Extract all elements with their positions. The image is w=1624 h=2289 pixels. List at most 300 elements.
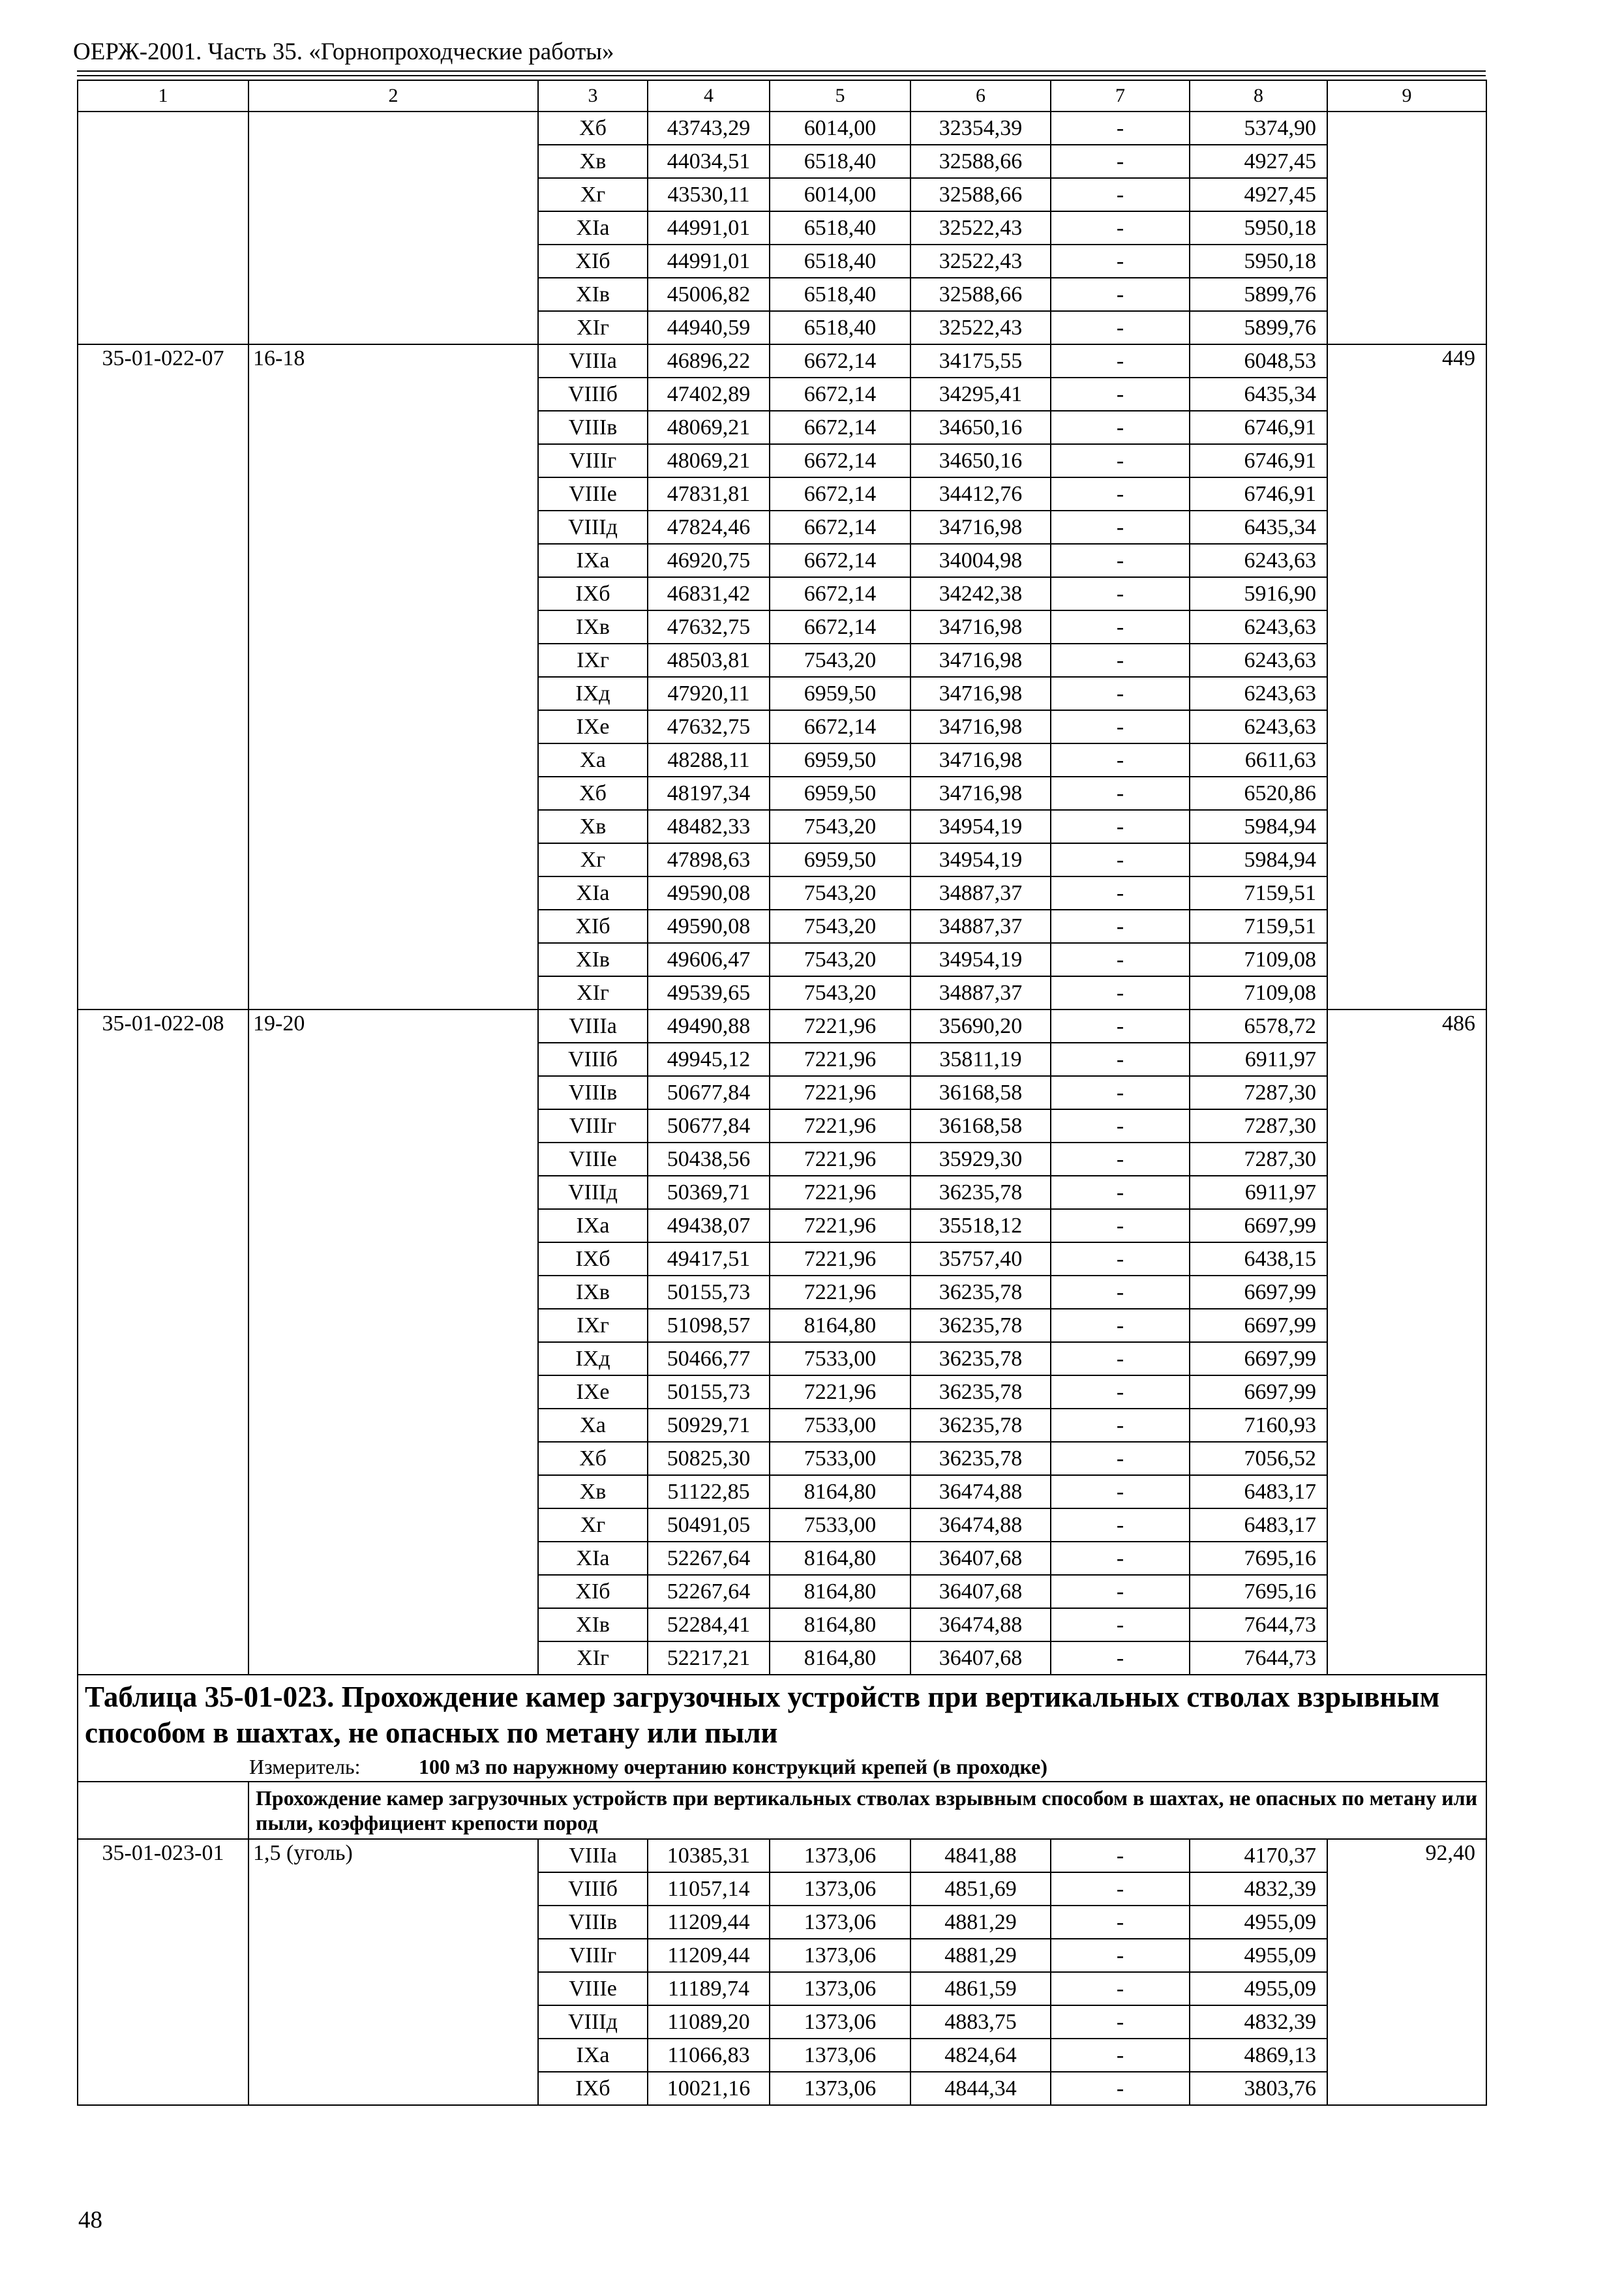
category-cell: XIг (538, 311, 648, 344)
machinist-cost-cell: - (1051, 1508, 1190, 1542)
labor-cost-cell: 8164,80 (770, 1608, 910, 1641)
category-cell: XIв (538, 943, 648, 976)
total-cost-cell: 50369,71 (648, 1176, 770, 1209)
material-cost-cell: 7160,93 (1190, 1409, 1327, 1442)
machine-cost-cell: 34954,19 (910, 810, 1051, 843)
machine-cost-cell: 34650,16 (910, 411, 1051, 444)
category-cell: IXг (538, 644, 648, 677)
labor-cost-cell: 1373,06 (770, 1972, 910, 2005)
category-cell: VIIIг (538, 1939, 648, 1972)
rate-code-cell (78, 112, 248, 344)
machine-cost-cell: 34650,16 (910, 444, 1051, 477)
labor-cost-cell: 8164,80 (770, 1309, 910, 1342)
total-cost-cell: 50466,77 (648, 1342, 770, 1375)
rates-table (77, 80, 1487, 2106)
labor-cost-cell: 7543,20 (770, 976, 910, 1010)
category-cell: IXб (538, 1242, 648, 1276)
machinist-cost-cell: - (1051, 910, 1190, 943)
table-row (78, 1010, 1486, 1043)
category-cell: VIIIб (538, 1872, 648, 1906)
category-cell: XIг (538, 976, 648, 1010)
total-cost-cell: 49590,08 (648, 876, 770, 910)
rate-range-cell (248, 112, 538, 344)
category-cell: Xб (538, 777, 648, 810)
category-cell: VIIIa (538, 344, 648, 378)
table-row (78, 1839, 1486, 1872)
machine-cost-cell: 4883,75 (910, 2005, 1051, 2039)
material-cost-cell: 6697,99 (1190, 1375, 1327, 1409)
machinist-cost-cell: - (1051, 1309, 1190, 1342)
machinist-cost-cell: - (1051, 1209, 1190, 1242)
category-cell: Xв (538, 810, 648, 843)
machinist-cost-cell: - (1051, 577, 1190, 610)
machine-cost-cell: 35929,30 (910, 1143, 1051, 1176)
machinist-cost-cell: - (1051, 743, 1190, 777)
material-cost-cell: 6435,34 (1190, 378, 1327, 411)
page-header: ОЕРЖ-2001. Часть 35. «Горнопроходческие работы» (73, 38, 614, 65)
machine-cost-cell: 32522,43 (910, 245, 1051, 278)
machinist-cost-cell: - (1051, 710, 1190, 743)
labor-cost-cell: 7533,00 (770, 1442, 910, 1475)
category-cell: IXг (538, 1309, 648, 1342)
material-cost-cell: 7695,16 (1190, 1575, 1327, 1608)
material-cost-cell: 4955,09 (1190, 1972, 1327, 2005)
category-cell: XIб (538, 1575, 648, 1608)
labor-cost-cell: 6518,40 (770, 145, 910, 178)
labor-cost-cell: 6672,14 (770, 610, 910, 644)
material-cost-cell: 7056,52 (1190, 1442, 1327, 1475)
total-cost-cell: 49490,88 (648, 1010, 770, 1043)
labor-cost-cell: 8164,80 (770, 1641, 910, 1675)
machine-cost-cell: 4881,29 (910, 1939, 1051, 1972)
machinist-cost-cell: - (1051, 344, 1190, 378)
category-cell: VIIIб (538, 378, 648, 411)
machinist-cost-cell: - (1051, 1641, 1190, 1675)
measurer-row (78, 1752, 1486, 1782)
labor-cost-cell: 7221,96 (770, 1109, 910, 1143)
total-cost-cell: 45006,82 (648, 278, 770, 311)
material-cost-cell: 6243,63 (1190, 677, 1327, 710)
category-cell: IXд (538, 1342, 648, 1375)
category-cell: VIIIд (538, 2005, 648, 2039)
category-cell: IXе (538, 710, 648, 743)
machinist-cost-cell: - (1051, 1043, 1190, 1076)
total-cost-cell: 49438,07 (648, 1209, 770, 1242)
category-cell: VIIIг (538, 1109, 648, 1143)
machinist-cost-cell: - (1051, 1276, 1190, 1309)
machinist-cost-cell: - (1051, 1542, 1190, 1575)
material-cost-cell: 6243,63 (1190, 710, 1327, 743)
material-cost-cell: 7644,73 (1190, 1608, 1327, 1641)
header-rule (77, 70, 1486, 72)
machinist-cost-cell: - (1051, 444, 1190, 477)
machine-cost-cell: 34954,19 (910, 843, 1051, 876)
machine-cost-cell: 34716,98 (910, 644, 1051, 677)
column-number: 9 (1327, 80, 1486, 112)
machine-cost-cell: 4844,34 (910, 2072, 1051, 2105)
total-cost-cell: 46920,75 (648, 544, 770, 577)
machinist-cost-cell: - (1051, 1575, 1190, 1608)
category-cell: IXб (538, 577, 648, 610)
labor-cost-cell: 6014,00 (770, 178, 910, 211)
material-cost-cell: 7109,08 (1190, 976, 1327, 1010)
machinist-cost-cell: - (1051, 278, 1190, 311)
category-cell: XIб (538, 910, 648, 943)
material-cost-cell: 6697,99 (1190, 1309, 1327, 1342)
subheading-blank (78, 1782, 248, 1839)
total-cost-cell: 49606,47 (648, 943, 770, 976)
machinist-cost-cell: - (1051, 178, 1190, 211)
total-cost-cell: 11057,14 (648, 1872, 770, 1906)
material-cost-cell: 5374,90 (1190, 112, 1327, 145)
machine-cost-cell: 35518,12 (910, 1209, 1051, 1242)
column-number: 4 (648, 80, 770, 112)
machinist-cost-cell: - (1051, 1375, 1190, 1409)
machinist-cost-cell: - (1051, 477, 1190, 511)
total-cost-cell: 48069,21 (648, 444, 770, 477)
machine-cost-cell: 36407,68 (910, 1641, 1051, 1675)
rate-range-cell: 1,5 (уголь) (248, 1839, 538, 2105)
category-cell: Xб (538, 1442, 648, 1475)
material-cost-cell: 5950,18 (1190, 211, 1327, 245)
machine-cost-cell: 35811,19 (910, 1043, 1051, 1076)
machinist-cost-cell: - (1051, 1076, 1190, 1109)
material-cost-cell: 6520,86 (1190, 777, 1327, 810)
total-cost-cell: 46896,22 (648, 344, 770, 378)
machine-cost-cell: 34716,98 (910, 677, 1051, 710)
labor-cost-cell: 6672,14 (770, 444, 910, 477)
material-cost-cell: 7695,16 (1190, 1542, 1327, 1575)
labor-cost-cell: 7533,00 (770, 1409, 910, 1442)
table-title-row (78, 1675, 1486, 1752)
material-cost-cell: 6911,97 (1190, 1176, 1327, 1209)
total-cost-cell: 50155,73 (648, 1375, 770, 1409)
labor-cost-cell: 7221,96 (770, 1176, 910, 1209)
category-cell: VIIIa (538, 1010, 648, 1043)
category-cell: IXa (538, 1209, 648, 1242)
material-cost-cell: 6243,63 (1190, 610, 1327, 644)
category-cell: Xг (538, 843, 648, 876)
machine-cost-cell: 34242,38 (910, 577, 1051, 610)
total-cost-cell: 49945,12 (648, 1043, 770, 1076)
total-cost-cell: 11209,44 (648, 1939, 770, 1972)
category-cell: VIIIв (538, 1906, 648, 1939)
rate-range-cell: 16-18 (248, 344, 538, 1010)
labor-cost-cell: 6672,14 (770, 710, 910, 743)
machinist-cost-cell: - (1051, 1242, 1190, 1276)
total-cost-cell: 44034,51 (648, 145, 770, 178)
labor-cost-cell: 6672,14 (770, 544, 910, 577)
category-cell: VIIIa (538, 1839, 648, 1872)
total-cost-cell: 51122,85 (648, 1475, 770, 1508)
labor-hours-cell: 486 (1327, 1010, 1486, 1675)
material-cost-cell: 7287,30 (1190, 1143, 1327, 1176)
material-cost-cell: 6611,63 (1190, 743, 1327, 777)
labor-cost-cell: 8164,80 (770, 1542, 910, 1575)
measurer-value: 100 м3 по наружному очертанию конструкций крепей (в проходке) (419, 1754, 1048, 1778)
material-cost-cell: 6048,53 (1190, 344, 1327, 378)
material-cost-cell: 6697,99 (1190, 1276, 1327, 1309)
machinist-cost-cell: - (1051, 1939, 1190, 1972)
category-cell: VIIIе (538, 1143, 648, 1176)
material-cost-cell: 7109,08 (1190, 943, 1327, 976)
machine-cost-cell: 36235,78 (910, 1375, 1051, 1409)
category-cell: VIIIе (538, 1972, 648, 2005)
machine-cost-cell: 32588,66 (910, 278, 1051, 311)
category-cell: Xб (538, 112, 648, 145)
labor-cost-cell: 7543,20 (770, 810, 910, 843)
category-cell: Xг (538, 178, 648, 211)
labor-hours-cell: 449 (1327, 344, 1486, 1010)
material-cost-cell: 4170,37 (1190, 1839, 1327, 1872)
material-cost-cell: 7287,30 (1190, 1109, 1327, 1143)
column-numbers-row (78, 80, 1486, 112)
machinist-cost-cell: - (1051, 1608, 1190, 1641)
labor-cost-cell: 7543,20 (770, 910, 910, 943)
material-cost-cell: 4955,09 (1190, 1939, 1327, 1972)
machinist-cost-cell: - (1051, 1872, 1190, 1906)
machinist-cost-cell: - (1051, 677, 1190, 710)
category-cell: VIIIе (538, 477, 648, 511)
material-cost-cell: 4869,13 (1190, 2039, 1327, 2072)
total-cost-cell: 47632,75 (648, 710, 770, 743)
total-cost-cell: 52284,41 (648, 1608, 770, 1641)
table-body (78, 80, 1486, 2105)
column-number: 8 (1190, 80, 1327, 112)
total-cost-cell: 11089,20 (648, 2005, 770, 2039)
labor-cost-cell: 1373,06 (770, 1839, 910, 1872)
material-cost-cell: 6438,15 (1190, 1242, 1327, 1276)
machinist-cost-cell: - (1051, 245, 1190, 278)
machine-cost-cell: 34004,98 (910, 544, 1051, 577)
machinist-cost-cell: - (1051, 2005, 1190, 2039)
labor-cost-cell: 6959,50 (770, 743, 910, 777)
total-cost-cell: 48482,33 (648, 810, 770, 843)
machine-cost-cell: 34412,76 (910, 477, 1051, 511)
material-cost-cell: 6697,99 (1190, 1209, 1327, 1242)
total-cost-cell: 44940,59 (648, 311, 770, 344)
category-cell: XIв (538, 1608, 648, 1641)
category-cell: XIa (538, 211, 648, 245)
labor-cost-cell: 6672,14 (770, 511, 910, 544)
labor-cost-cell: 7543,20 (770, 644, 910, 677)
labor-cost-cell: 7543,20 (770, 943, 910, 976)
labor-cost-cell: 7221,96 (770, 1010, 910, 1043)
machine-cost-cell: 34716,98 (910, 777, 1051, 810)
category-cell: Xг (538, 1508, 648, 1542)
machinist-cost-cell: - (1051, 1972, 1190, 2005)
machinist-cost-cell: - (1051, 1475, 1190, 1508)
labor-cost-cell: 7221,96 (770, 1276, 910, 1309)
total-cost-cell: 48197,34 (648, 777, 770, 810)
labor-cost-cell: 6672,14 (770, 477, 910, 511)
material-cost-cell: 6697,99 (1190, 1342, 1327, 1375)
machinist-cost-cell: - (1051, 876, 1190, 910)
total-cost-cell: 50929,71 (648, 1409, 770, 1442)
machinist-cost-cell: - (1051, 943, 1190, 976)
labor-cost-cell: 8164,80 (770, 1575, 910, 1608)
measurer-cell (78, 1752, 1486, 1782)
total-cost-cell: 47402,89 (648, 378, 770, 411)
category-cell: XIa (538, 876, 648, 910)
total-cost-cell: 48503,81 (648, 644, 770, 677)
labor-cost-cell: 6518,40 (770, 311, 910, 344)
category-cell: VIIIд (538, 1176, 648, 1209)
rate-code-cell: 35-01-022-08 (78, 1010, 248, 1675)
machinist-cost-cell: - (1051, 610, 1190, 644)
machinist-cost-cell: - (1051, 378, 1190, 411)
material-cost-cell: 6911,97 (1190, 1043, 1327, 1076)
machinist-cost-cell: - (1051, 311, 1190, 344)
material-cost-cell: 6243,63 (1190, 544, 1327, 577)
total-cost-cell: 10021,16 (648, 2072, 770, 2105)
machine-cost-cell: 4841,88 (910, 1839, 1051, 1872)
machine-cost-cell: 36235,78 (910, 1442, 1051, 1475)
machinist-cost-cell: - (1051, 411, 1190, 444)
labor-cost-cell: 1373,06 (770, 1906, 910, 1939)
category-cell: IXa (538, 2039, 648, 2072)
labor-cost-cell: 7221,96 (770, 1143, 910, 1176)
machinist-cost-cell: - (1051, 1906, 1190, 1939)
total-cost-cell: 49417,51 (648, 1242, 770, 1276)
machinist-cost-cell: - (1051, 976, 1190, 1010)
machinist-cost-cell: - (1051, 2039, 1190, 2072)
total-cost-cell: 50825,30 (648, 1442, 770, 1475)
material-cost-cell: 4927,45 (1190, 178, 1327, 211)
column-number: 6 (910, 80, 1051, 112)
table-title: Таблица 35-01-023. Прохождение камер загрузочных устройств при вертикальных стволах взрывным способом в шахтах, не опасных по метану или пыли (78, 1675, 1486, 1752)
machine-cost-cell: 36235,78 (910, 1309, 1051, 1342)
material-cost-cell: 6483,17 (1190, 1508, 1327, 1542)
total-cost-cell: 43530,11 (648, 178, 770, 211)
total-cost-cell: 50677,84 (648, 1076, 770, 1109)
column-number: 2 (248, 80, 538, 112)
machinist-cost-cell: - (1051, 1839, 1190, 1872)
machine-cost-cell: 34716,98 (910, 710, 1051, 743)
category-cell: Xв (538, 145, 648, 178)
machinist-cost-cell: - (1051, 145, 1190, 178)
total-cost-cell: 11189,74 (648, 1972, 770, 2005)
material-cost-cell: 6746,91 (1190, 477, 1327, 511)
total-cost-cell: 50491,05 (648, 1508, 770, 1542)
labor-hours-cell (1327, 112, 1486, 344)
machine-cost-cell: 34887,37 (910, 910, 1051, 943)
labor-cost-cell: 1373,06 (770, 1872, 910, 1906)
machine-cost-cell: 34716,98 (910, 511, 1051, 544)
category-cell: IXв (538, 610, 648, 644)
material-cost-cell: 5984,94 (1190, 843, 1327, 876)
total-cost-cell: 44991,01 (648, 211, 770, 245)
category-cell: XIa (538, 1542, 648, 1575)
material-cost-cell: 6578,72 (1190, 1010, 1327, 1043)
total-cost-cell: 11209,44 (648, 1906, 770, 1939)
total-cost-cell: 43743,29 (648, 112, 770, 145)
machinist-cost-cell: - (1051, 1176, 1190, 1209)
material-cost-cell: 4832,39 (1190, 2005, 1327, 2039)
category-cell: XIг (538, 1641, 648, 1675)
category-cell: XIб (538, 245, 648, 278)
machine-cost-cell: 36235,78 (910, 1342, 1051, 1375)
machinist-cost-cell: - (1051, 1143, 1190, 1176)
machine-cost-cell: 4824,64 (910, 2039, 1051, 2072)
machine-cost-cell: 36407,68 (910, 1542, 1051, 1575)
material-cost-cell: 3803,76 (1190, 2072, 1327, 2105)
material-cost-cell: 6746,91 (1190, 411, 1327, 444)
machine-cost-cell: 36474,88 (910, 1475, 1051, 1508)
labor-cost-cell: 6014,00 (770, 112, 910, 145)
machine-cost-cell: 32522,43 (910, 211, 1051, 245)
machinist-cost-cell: - (1051, 1442, 1190, 1475)
total-cost-cell: 47632,75 (648, 610, 770, 644)
labor-cost-cell: 7221,96 (770, 1076, 910, 1109)
total-cost-cell: 52217,21 (648, 1641, 770, 1675)
total-cost-cell: 48069,21 (648, 411, 770, 444)
material-cost-cell: 6746,91 (1190, 444, 1327, 477)
machine-cost-cell: 34954,19 (910, 943, 1051, 976)
labor-cost-cell: 6959,50 (770, 777, 910, 810)
machine-cost-cell: 36474,88 (910, 1608, 1051, 1641)
material-cost-cell: 6483,17 (1190, 1475, 1327, 1508)
labor-cost-cell: 6672,14 (770, 577, 910, 610)
machinist-cost-cell: - (1051, 1010, 1190, 1043)
labor-cost-cell: 7221,96 (770, 1043, 910, 1076)
labor-cost-cell: 6959,50 (770, 843, 910, 876)
labor-cost-cell: 1373,06 (770, 1939, 910, 1972)
category-cell: VIIIв (538, 1076, 648, 1109)
labor-cost-cell: 7533,00 (770, 1342, 910, 1375)
labor-cost-cell: 1373,06 (770, 2039, 910, 2072)
labor-hours-cell: 92,40 (1327, 1839, 1486, 2105)
material-cost-cell: 5984,94 (1190, 810, 1327, 843)
labor-cost-cell: 6518,40 (770, 211, 910, 245)
total-cost-cell: 44991,01 (648, 245, 770, 278)
column-number: 5 (770, 80, 910, 112)
machine-cost-cell: 34175,55 (910, 344, 1051, 378)
machinist-cost-cell: - (1051, 544, 1190, 577)
machine-cost-cell: 36235,78 (910, 1176, 1051, 1209)
category-cell: IXa (538, 544, 648, 577)
material-cost-cell: 6243,63 (1190, 644, 1327, 677)
total-cost-cell: 47920,11 (648, 677, 770, 710)
total-cost-cell: 47898,63 (648, 843, 770, 876)
column-number: 3 (538, 80, 648, 112)
machine-cost-cell: 4881,29 (910, 1906, 1051, 1939)
total-cost-cell: 50155,73 (648, 1276, 770, 1309)
material-cost-cell: 7159,51 (1190, 876, 1327, 910)
category-cell: IXв (538, 1276, 648, 1309)
material-cost-cell: 5916,90 (1190, 577, 1327, 610)
machine-cost-cell: 35757,40 (910, 1242, 1051, 1276)
total-cost-cell: 10385,31 (648, 1839, 770, 1872)
total-cost-cell: 49539,65 (648, 976, 770, 1010)
labor-cost-cell: 1373,06 (770, 2005, 910, 2039)
material-cost-cell: 4955,09 (1190, 1906, 1327, 1939)
machine-cost-cell: 34887,37 (910, 876, 1051, 910)
category-cell: Xa (538, 743, 648, 777)
category-cell: VIIIб (538, 1043, 648, 1076)
rate-code-cell: 35-01-022-07 (78, 344, 248, 1010)
labor-cost-cell: 7221,96 (770, 1209, 910, 1242)
category-cell: IXб (538, 2072, 648, 2105)
machine-cost-cell: 4851,69 (910, 1872, 1051, 1906)
total-cost-cell: 47831,81 (648, 477, 770, 511)
labor-cost-cell: 8164,80 (770, 1475, 910, 1508)
material-cost-cell: 4832,39 (1190, 1872, 1327, 1906)
machine-cost-cell: 36235,78 (910, 1409, 1051, 1442)
material-cost-cell: 4927,45 (1190, 145, 1327, 178)
machinist-cost-cell: - (1051, 644, 1190, 677)
material-cost-cell: 5899,76 (1190, 311, 1327, 344)
